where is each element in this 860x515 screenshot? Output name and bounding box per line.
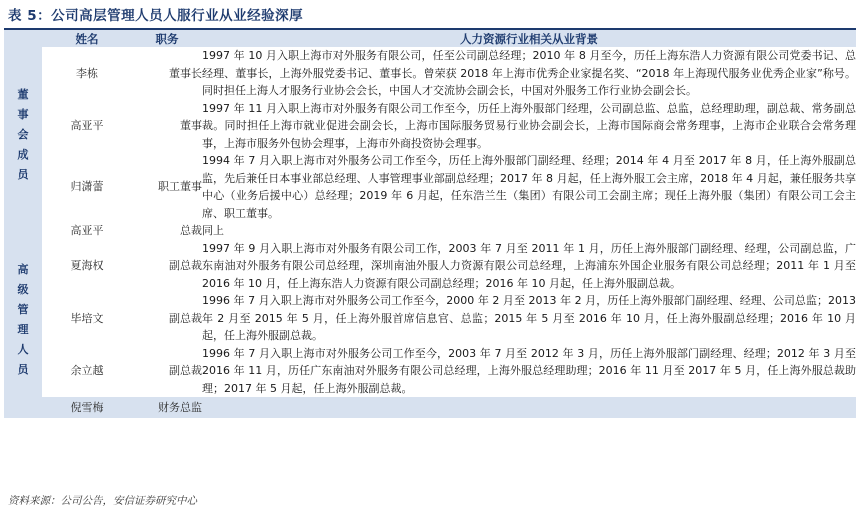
group-board [4,47,42,222]
group-board-label: 董事会成员 [17,87,29,181]
cell-name: 余立越 [70,364,104,377]
cell-name: 高亚平 [70,224,104,237]
cell-background: 1996 年 7 月入职上海市对外服务公司工作至今，2000 年 2 月至 2013 年 2 月，历任上海外服部门副经理、经理、公司总监；2013 年 2 月至 2015 年 5 月，任上海外服首席信息官、总监；2015 年 5 月至 2016 年 10 月，任上海外服副总经理；2016 年 10 月起，任上海外服副总裁。 [202,294,856,342]
group-senior-label: 高级管理人员 [17,263,29,376]
cell-background: 1996 年 7 月入职上海市对外服务公司工作至今，2003 年 7 月至 2012 年 3 月，历任上海外服部门副经理、经理；2012 年 3 月至 2016 年 11 月，历任广东南油对外服务有限公司总经理，上海外服总经理助理；2016 年 11 月至 2017 年 5 月，任上海外服总裁助理；2017 年 5 月起，任上海外服副总裁。 [202,346,856,395]
table-row [4,345,856,398]
cell-role: 总裁 [180,224,202,237]
header-name: 姓名 [42,30,132,47]
cell-name: 毕培文 [70,311,104,325]
group-senior [4,222,42,418]
source-note: 资料来源：公司公告，安信证券研究中心 [8,495,197,507]
cell-background: 1997 年 10 月入职上海市对外服务有限公司，任至公司副总经理；2010 年 8 月至今，历任上海东浩人力资源有限公司党委书记、总经理、董事长，上海外服党委书记、董事长。曾荣获 2018 年上海市优秀企业家提名奖、“2018 年上海现代服务业优秀企业家”称号。同时担任上海人才服务行业协会会长，中国人才交流协会副会长，中国对外服务工作行业协会副会长。 [202,49,856,97]
cell-background: 1994 年 7 月入职上海市对外服务公司工作至今，历任上海外服部门副经理、经理；2014 年 4 月至 2017 年 8 月，任上海外服副总监，先后兼任日本事业部总经理、人事管理事业部副总经理；2017 年 8 月起，任上海外服工会主席，2018 年 4 月起，兼任服务共享中心（业务后援中心）总经理；2019 年 6 月起，任东浩兰生（集团）有限公司工会副主席；现任上海外服（集团）有限公司工会主席、职工董事。 [202,154,856,220]
cell-name: 高亚平 [70,119,104,132]
cell-background: 1997 年 11 月入职上海市对外服务有限公司工作至今，历任上海外服部门经理，公司副总监、总监，总经理助理，副总裁、常务副总裁。同时担任上海市就业促进会副会长，上海市国际服务贸易行业协会副会长，上海市国际商会常务理事，上海市企业联合会常务理事，上海市服务外包协会理事，上海市外商投资协会理事。 [202,101,856,150]
cell-role: 副总裁 [169,259,202,272]
table-row [4,47,856,100]
cell-role: 董事 [180,119,202,132]
cell-background [202,397,856,418]
header-background: 人力资源行业相关从业背景 [202,30,856,47]
table-row [4,240,856,293]
cell-name: 倪雪梅 [42,397,132,418]
cell-role: 副总裁 [169,311,202,325]
header-role: 职务 [132,30,202,47]
table-row [4,397,856,418]
table-row [4,100,856,153]
management-table [4,30,856,418]
cell-background: 同上 [202,224,224,237]
table-title: 表 5：公司高层管理人员人服行业从业经验深厚 [8,8,304,24]
table-header-row [4,30,856,47]
cell-role: 董事长 [169,66,202,80]
cell-role: 副总裁 [169,364,202,377]
cell-name: 归潇蕾 [70,180,104,194]
table-row [4,152,856,222]
cell-name: 李栋 [76,66,98,80]
table-row [4,292,856,345]
cell-name: 夏海权 [70,259,104,272]
table-row [4,222,856,240]
cell-background: 1997 年 9 月入职上海市对外服务有限公司工作，2003 年 7 月至 2011 年 1 月，历任上海外服部门副经理、经理，公司副总监，广东南油对外服务有限公司总经理，深圳南油外服人力资源有限公司总经理，上海浦东外国企业服务有限公司总经理；2011 年 1 月至 2016 年 10 月，任上海东浩人力资源有限公司副总经理；2016 年 10 月起，任上海外服副总裁。 [202,241,856,290]
cell-role: 财务总监 [132,397,202,418]
cell-role: 职工董事 [158,180,202,194]
header-group [4,30,42,47]
